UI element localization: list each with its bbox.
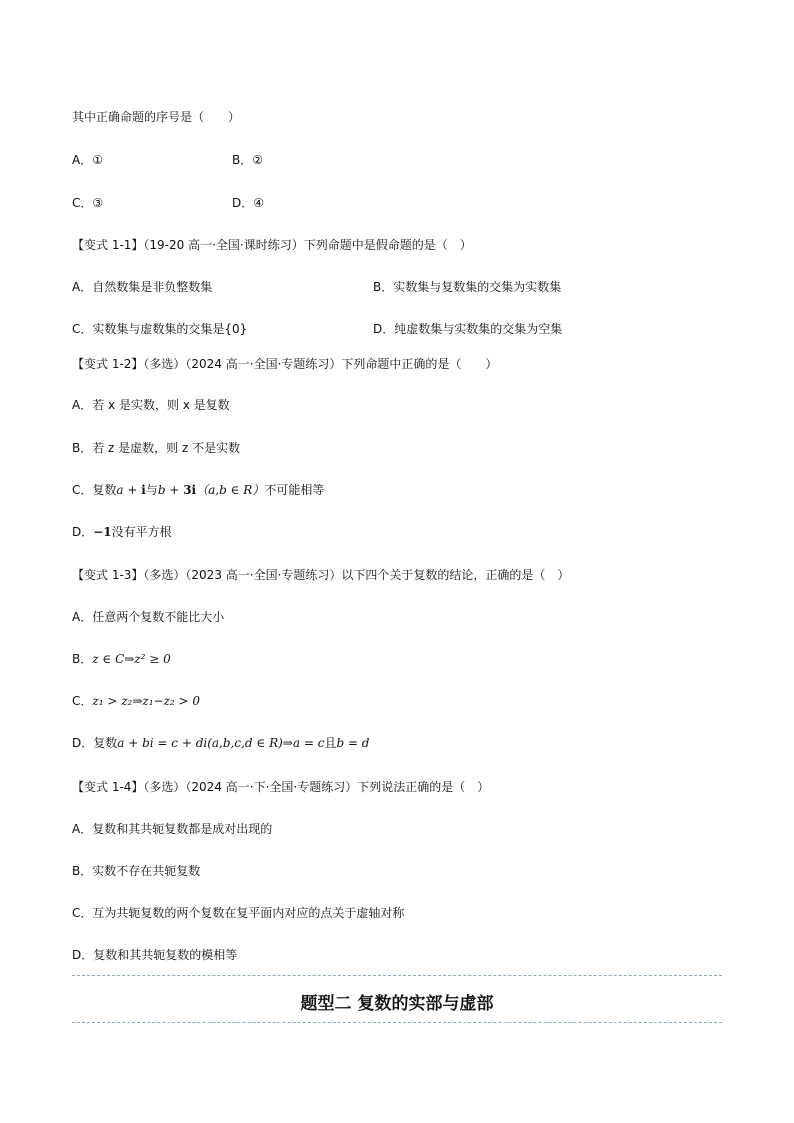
option-d-suffix: 没有平方根 (111, 525, 172, 539)
option-d[interactable]: D．④ (232, 196, 264, 210)
option-d-mid: 且 (324, 736, 337, 750)
math-equal-complex: a + bi = c + di(a,b,c,d ∈ R)⇒a = c (117, 736, 325, 750)
math-i: i (141, 483, 146, 497)
math-z-square: z ∈ C⇒z² ≥ 0 (92, 652, 171, 666)
variant-1-1-stem: 【变式 1-1】（19-20 高一·全国·课时练习）下列命题中是假命题的是（ ） (72, 238, 472, 252)
math-a-plus: a + (116, 483, 142, 497)
variant-1-2-option-a[interactable]: A．若 x 是实数，则 x 是复数 (72, 398, 230, 412)
variant-1-3-option-c[interactable] (72, 693, 200, 709)
option-c[interactable]: C．③ (72, 196, 104, 210)
variant-1-2-option-b[interactable]: B．若 z 是虚数，则 z 不是实数 (72, 441, 241, 455)
math-3i: 3i (183, 483, 197, 497)
variant-1-1-option-d[interactable]: D．纯虚数集与实数集的交集为空集 (373, 322, 563, 336)
variant-1-3-stem: 【变式 1-3】（多选）（2023 高一·全国·专题练习）以下四个关于复数的结论，正确的是（ ） (72, 568, 570, 582)
option-d-prefix: D．复数 (72, 736, 118, 750)
option-b-prefix: B． (72, 652, 93, 666)
variant-1-4-option-a[interactable]: A．复数和其共轭复数都是成对出现的 (72, 822, 273, 836)
variant-1-2-stem: 【变式 1-2】（多选）（2024 高一·全国·专题练习）下列命题中正确的是（ ） (72, 357, 498, 371)
variant-1-1-option-b[interactable]: B．实数集与复数集的交集为实数集 (373, 280, 562, 294)
variant-1-2-option-d[interactable] (72, 524, 172, 540)
variant-1-3-option-b[interactable] (72, 651, 171, 667)
option-c-suffix: 不可能相等 (264, 483, 325, 497)
option-a[interactable]: A．① (72, 153, 103, 167)
option-b[interactable]: B．② (232, 153, 263, 167)
variant-1-4-option-c[interactable]: C．互为共轭复数的两个复数在复平面内对应的点关于虚轴对称 (72, 906, 405, 920)
math-domain: （a,b ∈ R） (196, 483, 265, 497)
option-d-prefix: D． (72, 525, 94, 539)
math-neg-one: −1 (93, 525, 112, 539)
variant-1-4-option-d[interactable]: D．复数和其共轭复数的模相等 (72, 948, 238, 962)
variant-1-3-option-d[interactable] (72, 735, 369, 751)
variant-1-4-option-b[interactable]: B．实数不存在共轭复数 (72, 864, 201, 878)
divider-bottom (72, 1022, 722, 1023)
math-b-eq-d: b = d (336, 736, 370, 750)
variant-1-3-option-a[interactable]: A．任意两个复数不能比大小 (72, 610, 225, 624)
option-c-prefix: C． (72, 694, 93, 708)
option-c-prefix: C．复数 (72, 483, 117, 497)
section-title: 题型二 复数的实部与虚部 (300, 994, 494, 1014)
divider-top (72, 975, 722, 976)
variant-1-1-option-c[interactable]: C．实数集与虚数集的交集是{0} (72, 322, 248, 336)
math-b-plus: b + (157, 483, 184, 497)
variant-1-2-option-c[interactable] (72, 482, 324, 498)
question-stem: 其中正确命题的序号是（ ） (72, 110, 241, 124)
math-z1-z2: z₁ > z₂⇒z₁−z₂ > 0 (92, 694, 201, 708)
option-c-mid: 与 (145, 483, 158, 497)
variant-1-4-stem: 【变式 1-4】（多选）（2024 高一·下·全国·专题练习）下列说法正确的是（ ） (72, 780, 490, 794)
variant-1-1-option-a[interactable]: A．自然数集是非负整数集 (72, 280, 213, 294)
